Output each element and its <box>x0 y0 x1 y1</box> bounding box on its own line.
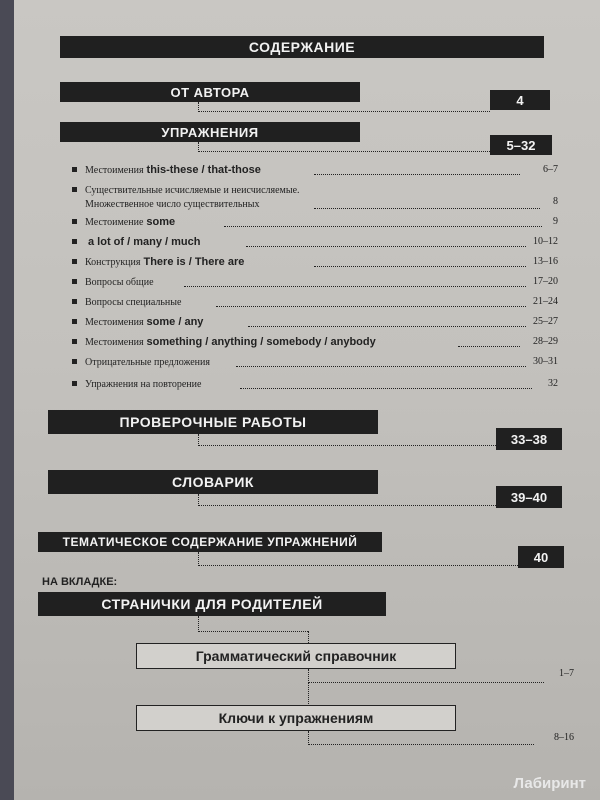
list-item <box>72 374 201 390</box>
exercises-heading: УПРАЖНЕНИЯ <box>60 122 360 142</box>
item-bold-text: something / anything / somebody / anybody <box>146 336 376 348</box>
grammar-pages: 1–7 <box>559 668 574 679</box>
item-pages: 21–24 <box>533 296 558 307</box>
list-item <box>72 252 244 268</box>
item-text: Вопросы специальные <box>85 297 182 308</box>
item-text: Множественное число существительных <box>85 199 260 210</box>
connector <box>198 552 199 566</box>
item-text: Местоимения <box>85 165 144 176</box>
item-text: Местоимения <box>85 337 144 348</box>
item-pages: 17–20 <box>533 276 558 287</box>
item-bold-text: some / any <box>146 316 204 328</box>
grammar-reference-box: Грамматический справочник <box>136 643 456 669</box>
exercises-pages: 5–32 <box>490 135 552 155</box>
leader-line <box>246 246 526 247</box>
connector <box>308 682 309 706</box>
item-pages: 30–31 <box>533 356 558 367</box>
leader-line <box>184 286 526 287</box>
toc-title: СОДЕРЖАНИЕ <box>60 36 544 58</box>
list-item <box>72 272 154 288</box>
bullet <box>72 219 77 224</box>
tests-heading: ПРОВЕРОЧНЫЕ РАБОТЫ <box>48 410 378 434</box>
bullet <box>72 339 77 344</box>
list-item <box>72 312 203 328</box>
leader-line <box>240 388 532 389</box>
list-item <box>72 212 175 228</box>
bullet <box>72 187 77 192</box>
bullet <box>72 167 77 172</box>
list-item <box>72 352 210 368</box>
leader-line <box>236 366 526 367</box>
connector <box>198 616 199 632</box>
item-bold-text: There is / There are <box>143 256 245 268</box>
from-author-pages: 4 <box>490 90 550 110</box>
leader-line <box>314 208 540 209</box>
leader-line <box>308 744 534 745</box>
item-pages: 28–29 <box>533 336 558 347</box>
item-bold-text: this-these / that-those <box>146 164 261 176</box>
leader-line <box>198 565 520 566</box>
connector <box>308 731 309 745</box>
leader-line <box>308 682 544 683</box>
insert-label: НА ВКЛАДКЕ: <box>42 576 118 588</box>
leader-line <box>458 346 520 347</box>
item-text: Отрицательные предложения <box>85 357 210 368</box>
item-pages: 8 <box>553 196 558 207</box>
leader-line <box>198 151 490 152</box>
item-pages: 32 <box>548 378 558 389</box>
bullet <box>72 381 77 386</box>
bullet <box>72 299 77 304</box>
leader-line <box>198 505 498 506</box>
item-pages: 13–16 <box>533 256 558 267</box>
leader-line <box>224 226 542 227</box>
keys-pages: 8–16 <box>554 732 574 743</box>
bullet <box>72 239 77 244</box>
item-text: Местоимение <box>85 217 144 228</box>
parents-heading: СТРАНИЧКИ ДЛЯ РОДИТЕЛЕЙ <box>38 592 386 616</box>
list-item <box>72 232 200 248</box>
item-pages: 10–12 <box>533 236 558 247</box>
list-item <box>72 332 376 348</box>
list-item-continuation <box>85 194 259 210</box>
item-pages: 9 <box>553 216 558 227</box>
leader-line <box>248 326 526 327</box>
leader-line <box>198 111 490 112</box>
connector <box>198 631 308 632</box>
item-bold-text: some <box>146 216 176 228</box>
thematic-heading: ТЕМАТИЧЕСКОЕ СОДЕРЖАНИЕ УПРАЖНЕНИЙ <box>38 532 382 552</box>
answer-keys-box: Ключи к упражнениям <box>136 705 456 731</box>
item-text: Местоимения <box>85 317 144 328</box>
item-bold-text: a lot of / many / much <box>88 236 201 248</box>
bullet <box>72 259 77 264</box>
bullet <box>72 279 77 284</box>
list-item <box>72 292 181 308</box>
book-page <box>14 0 600 800</box>
leader-line <box>216 306 526 307</box>
item-text: Вопросы общие <box>85 277 154 288</box>
leader-line <box>314 266 526 267</box>
bullet <box>72 319 77 324</box>
item-text: Существительные исчисляемые и неисчисляемые. <box>85 185 300 196</box>
leader-line <box>198 445 498 446</box>
watermark-logo: Лабиринт <box>513 775 586 792</box>
leader-line <box>314 174 520 175</box>
thematic-pages: 40 <box>518 546 564 568</box>
item-text: Упражнения на повторение <box>85 379 202 390</box>
dictionary-pages: 39–40 <box>496 486 562 508</box>
connector <box>308 631 309 643</box>
connector <box>308 669 309 683</box>
dictionary-heading: СЛОВАРИК <box>48 470 378 494</box>
tests-pages: 33–38 <box>496 428 562 450</box>
item-pages: 6–7 <box>543 164 558 175</box>
bullet <box>72 359 77 364</box>
item-text: Конструкция <box>85 257 141 268</box>
from-author-heading: ОТ АВТОРА <box>60 82 360 102</box>
item-pages: 25–27 <box>533 316 558 327</box>
list-item <box>72 160 261 176</box>
